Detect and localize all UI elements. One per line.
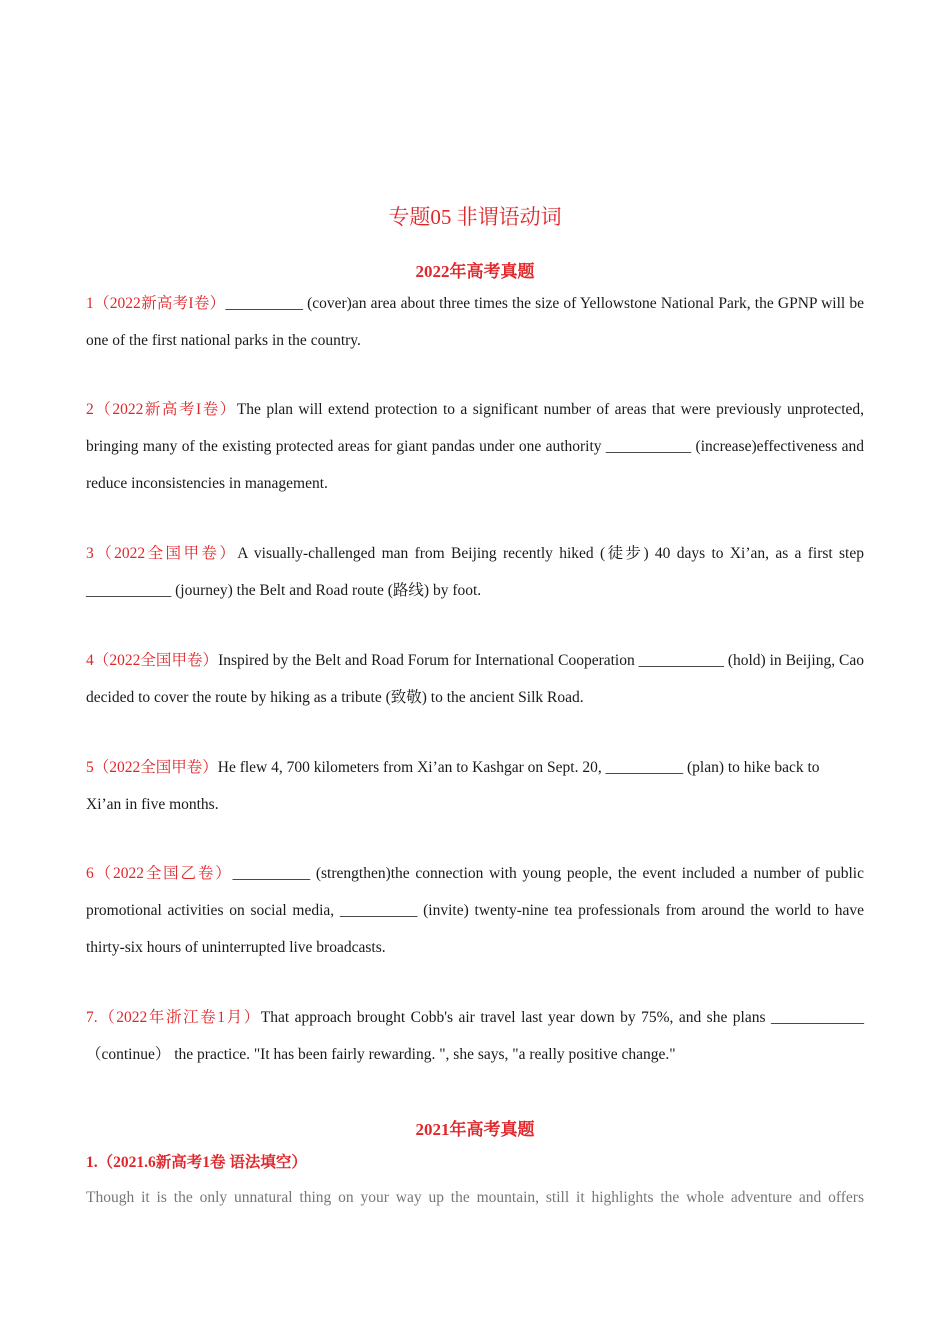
question-7 <box>86 999 864 1073</box>
question-text: A visually-challenged man from Beijing recently hiked (徒步) 40 days to Xi’an, as a first step ___________ (journey) the Belt and Road route (路线) by foot. <box>86 545 864 599</box>
question-text: __________ (cover)an area about three times the size of Yellowstone National Park, the GPNP will be one of the first national parks in the country. <box>86 295 864 349</box>
subheading-2021-q1: 1.（2021.6新高考1卷 语法填空） <box>86 1154 307 1171</box>
question-text: The plan will extend protection to a significant number of areas that were previously unprotected, bringing many of the existing protected areas for giant pandas under one authority ___________ (increase)effectiveness and reduce inconsistencies in management. <box>86 401 865 492</box>
question-tag: 6（2022全国乙卷） <box>86 865 233 882</box>
question-tag: 7.（2022年浙江卷1月） <box>86 1009 261 1026</box>
question-3 <box>86 535 864 609</box>
question-2 <box>86 391 864 502</box>
question-text: Inspired by the Belt and Road Forum for International Cooperation ___________ (hold) in Beijing, Cao decided to cover the route by hiking as a tribute (致敬) to the ancient Silk Road. <box>86 652 864 706</box>
question-text: __________ (strengthen)the connection with young people, the event included a number of public promotional activities on social media, __________ (invite) twenty-nine tea professionals from around the world to have thirty-six hours of uninterrupted live broadcasts. <box>86 865 864 956</box>
page-title: 专题05 非谓语动词 <box>388 205 562 229</box>
question-tag: 1（2022新高考I卷） <box>86 295 226 312</box>
question-5 <box>86 749 846 823</box>
section-heading-2022: 2022年高考真题 <box>415 262 535 281</box>
question-1 <box>86 285 864 359</box>
question-6 <box>86 855 864 966</box>
question-text: He flew 4, 700 kilometers from Xi’an to Kashgar on Sept. 20, __________ (plan) to hike back to Xi’an in five months. <box>86 759 820 813</box>
question-tag: 4（2022全国甲卷） <box>86 652 219 669</box>
question-4 <box>86 642 864 716</box>
section-heading-2021: 2021年高考真题 <box>415 1120 535 1139</box>
question-text: That approach brought Cobb's air travel last year down by 75%, and she plans ____________（continue） the practice. "It has been fairly rewarding. ", she says, "a really positive change." <box>86 1009 864 1063</box>
question-tag: 3（2022全国甲卷） <box>86 545 238 562</box>
question-tag: 5（2022全国甲卷） <box>86 759 218 776</box>
passage-text: Though it is the only unnatural thing on your way up the mountain, still it highlights the whole adventure and offers <box>86 1189 864 1206</box>
question-tag: 2（2022新高考I卷） <box>86 401 237 418</box>
